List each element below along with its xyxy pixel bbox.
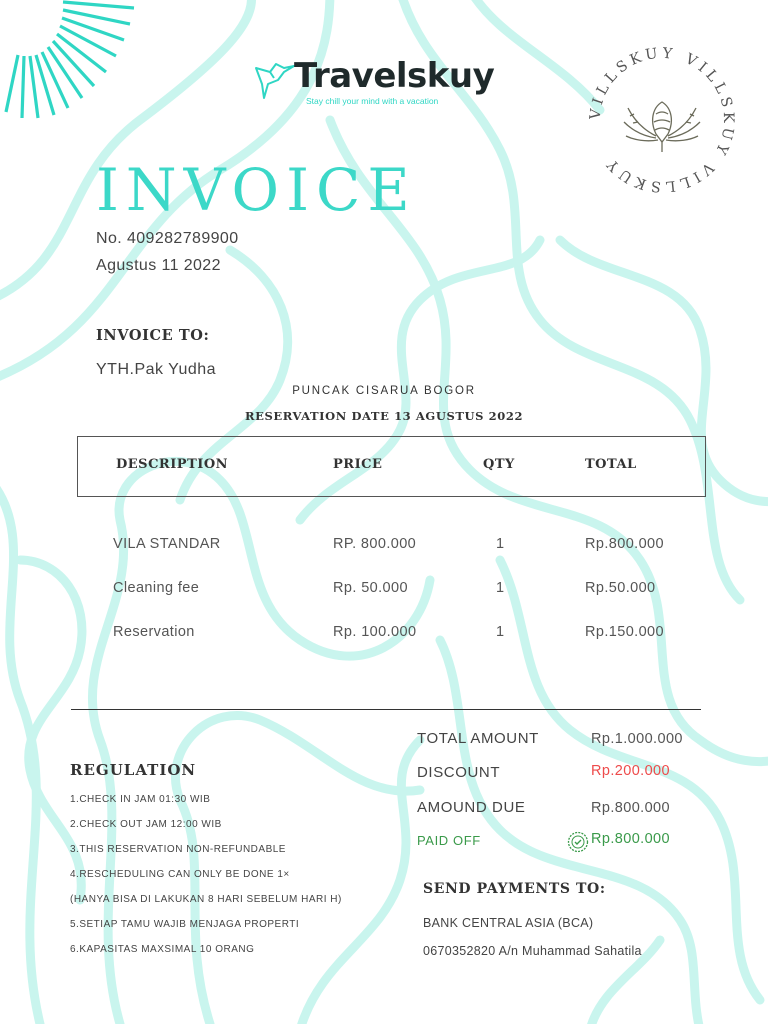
row-qty: 1 (496, 536, 505, 552)
row-total: Rp.800.000 (585, 536, 664, 552)
discount-label: DISCOUNT (417, 764, 501, 781)
brand-tagline: Stay chill your mind with a vacation (306, 96, 439, 106)
header-total: TOTAL (585, 457, 637, 472)
row-price: RP. 800.000 (333, 536, 417, 552)
amount-due-value: Rp.800.000 (591, 800, 670, 816)
row-description: Cleaning fee (113, 580, 200, 596)
row-qty: 1 (496, 624, 505, 640)
sunburst-decoration (0, 0, 140, 120)
payment-heading: SEND PAYMENTS TO: (423, 881, 606, 897)
hummingbird-logo-icon (254, 58, 296, 100)
invoice-to-label: INVOICE TO: (96, 327, 210, 344)
regulation-heading: REGULATION (70, 761, 197, 779)
header-description: DESCRIPTION (116, 457, 229, 472)
payment-account: 0670352820 A/n Muhammad Sahatila (423, 944, 642, 958)
reservation-date: RESERVATION DATE 13 AGUSTUS 2022 (244, 409, 524, 423)
row-qty: 1 (496, 580, 505, 596)
row-total: Rp.150.000 (585, 624, 664, 640)
header-qty: QTY (483, 457, 515, 472)
brand-name: Travelskuy (294, 56, 495, 96)
location-text: PUNCAK CISARUA BOGOR (292, 385, 476, 397)
paid-off-label: PAID OFF (417, 833, 481, 848)
regulation-item: 2.CHECK OUT JAM 12:00 WIB (70, 819, 222, 830)
row-description: Reservation (113, 624, 195, 640)
pinecone-icon (624, 102, 700, 152)
invoice-title: INVOICE (96, 156, 417, 224)
discount-value: Rp.200.000 (591, 763, 670, 779)
total-amount-label: TOTAL AMOUNT (417, 730, 539, 747)
row-description: VILA STANDAR (113, 536, 221, 552)
header-price: PRICE (333, 457, 383, 472)
regulation-item: 5.SETIAP TAMU WAJIB MENJAGA PROPERTI (70, 919, 300, 930)
villskuy-badge-logo (586, 44, 738, 196)
paid-off-value: Rp.800.000 (591, 831, 670, 847)
total-amount-value: Rp.1.000.000 (591, 731, 683, 747)
regulation-item: 3.THIS RESERVATION NON-REFUNDABLE (70, 844, 286, 855)
regulation-item: 4.RESCHEDULING CAN ONLY BE DONE 1× (70, 869, 290, 880)
section-divider (71, 709, 701, 710)
badge-ring-text: VILLSKUY VILLSKUY VILLSKUY (587, 45, 737, 195)
payment-bank: BANK CENTRAL ASIA (BCA) (423, 916, 594, 930)
invoice-number: No. 409282789900 (96, 230, 239, 247)
invoice-to-name: YTH.Pak Yudha (96, 361, 217, 378)
regulation-item: (HANYA BISA DI LAKUKAN 8 HARI SEBELUM HARI H) (70, 894, 342, 905)
regulation-item: 6.KAPASITAS MAXSIMAL 10 ORANG (70, 944, 255, 955)
row-price: Rp. 50.000 (333, 580, 408, 596)
row-total: Rp.50.000 (585, 580, 656, 596)
paid-stamp-icon (567, 831, 589, 853)
regulation-item: 1.CHECK IN JAM 01:30 WIB (70, 794, 211, 805)
amount-due-label: AMOUND DUE (417, 799, 526, 816)
row-price: Rp. 100.000 (333, 624, 417, 640)
invoice-date: Agustus 11 2022 (96, 257, 221, 274)
